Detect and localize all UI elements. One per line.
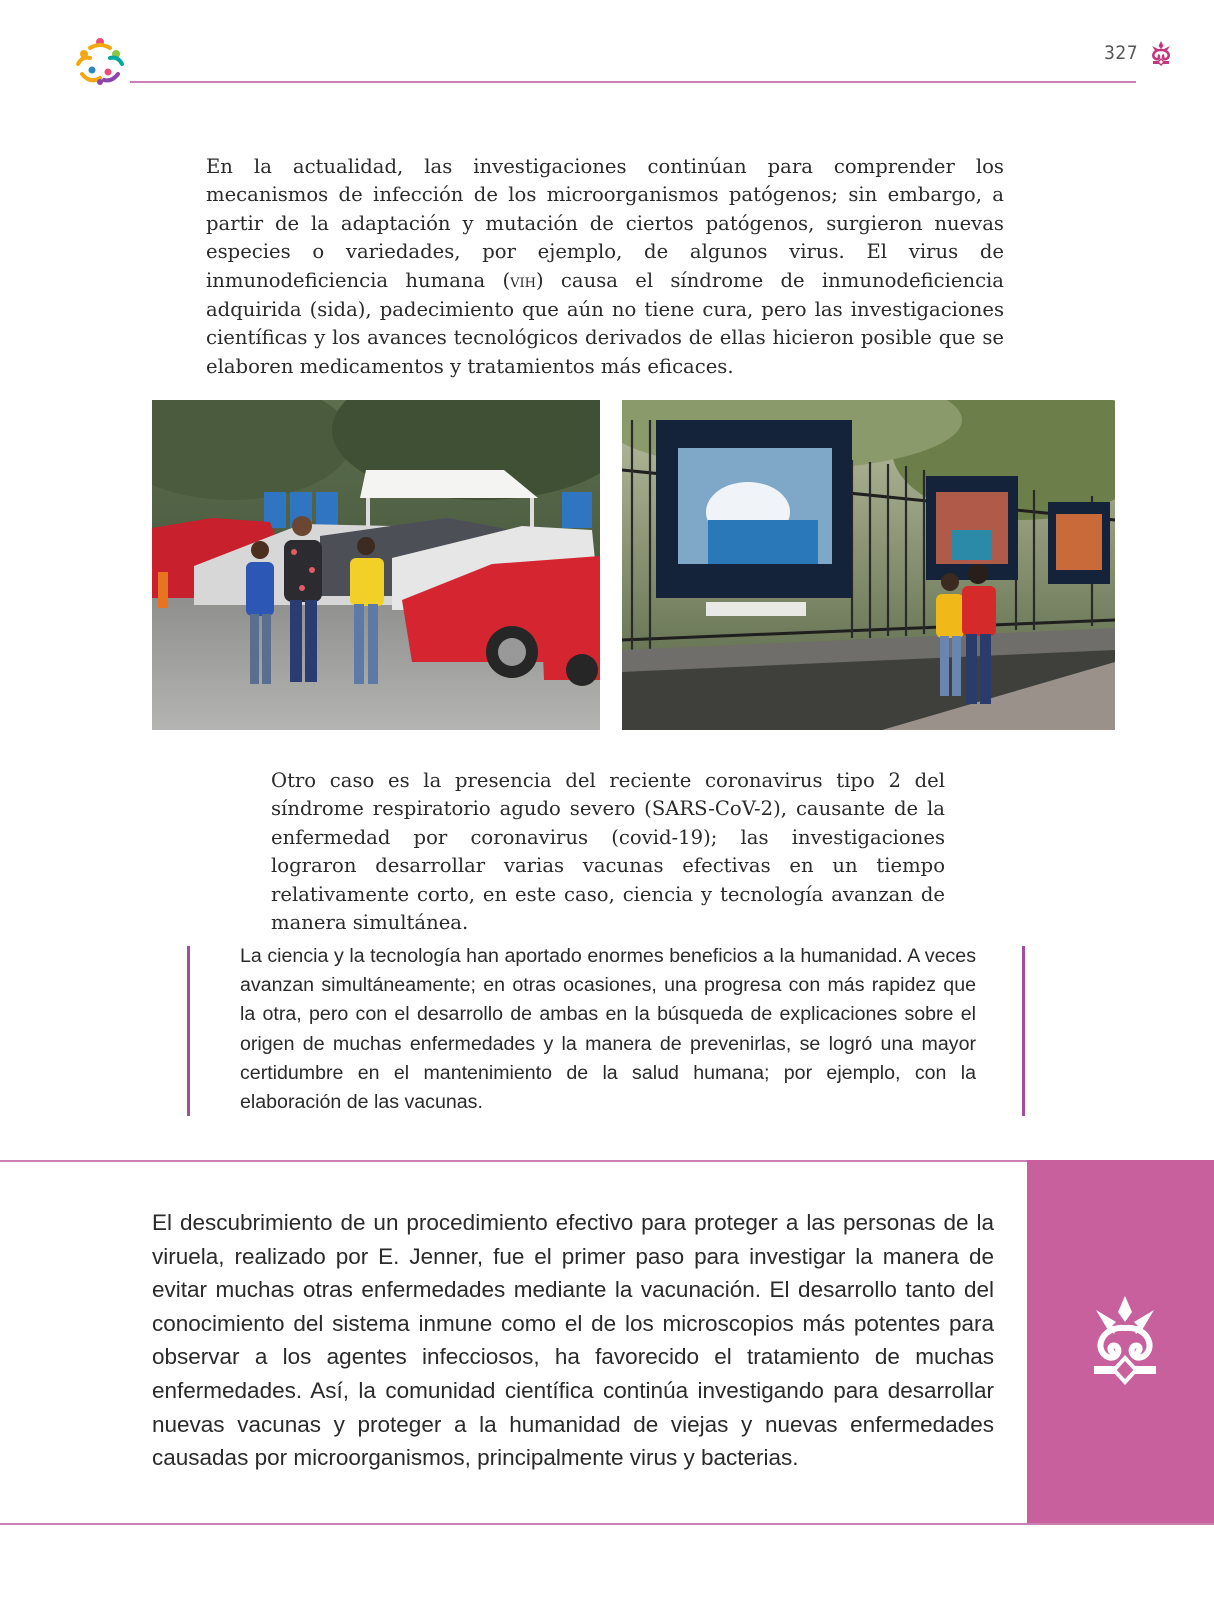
header-rule: [130, 81, 1136, 83]
magenta-floral-ornament-icon: [1149, 40, 1173, 68]
covid-paragraph: Otro caso es la presencia del reciente coronavirus tipo 2 del síndrome respiratorio agudo severo (SARS-CoV-2), causante de la enfermedad por coronavirus (covid-19); las investigaciones lograron desarrollar varias vacunas efectivas en un tiempo relativamente corto, en este caso, ciencia y tecnología avanzan de manera simultánea.: [271, 769, 945, 935]
quote-text: La ciencia y la tecnología han aportado enormes beneficios a la humanidad. A veces avanzan simultáneamente; en otras ocasiones, una progresa con más rapidez que la otra, pero con el desarrollo de ambas en la búsqueda de explicaciones sobre el origen de muchas enfermedades y la manera de prevenirlas, se logró una mayor certidumbre en el mantenimiento de la salud humana; por ejemplo, con la elaboración de las vacunas.: [240, 945, 976, 1114]
box-bottom-rule: [0, 1523, 1214, 1525]
intro-paragraph: En la actualidad, las investigaciones continúan para comprender los mecanismos de infección de los microorganismos patógenos; sin embargo, a partir de la adaptación y mutación de ciertos patógenos, surgieron nuevas especies o variedades, por ejemplo, de algunos virus. El virus de inmunodeficiencia humana (vih) causa el síndrome de inmunodeficiencia adquirida (sida), padecimiento que aún no tiene cura, pero las investigaciones científicas y los avances tecnológicos derivados de ellas hicieron posible que se elaboren medicamentos y tratamientos más eficaces.: [206, 155, 1004, 378]
page-number: 327: [1104, 42, 1139, 64]
photo-family-parking-lot: [152, 400, 600, 730]
quote-bar-left: [187, 946, 190, 1116]
white-floral-ornament-icon: [1090, 1296, 1160, 1388]
quote-bar-right: [1022, 946, 1025, 1116]
photo-fence-exhibit: [622, 400, 1115, 730]
box-text: El descubrimiento de un procedimiento efectivo para proteger a las personas de la viruela, realizado por E. Jenner, fue el primer paso para investigar la manera de evitar muchas otras enfermedades mediante la vacunación. El desarrollo tanto del conocimiento del sistema inmune como el de los microscopios más potentes para observar a los agentes infecciosos, ha favorecido el tratamiento de muchas enfermedades. Así, la comunidad científica continúa investigando para desarrollar nuevas vacunas y proteger a la humanidad de viejas y nuevas enfermedades causadas por microorganismos, principalmente virus y bacterias.: [152, 1210, 994, 1471]
colorful-people-circle-logo-icon: [72, 34, 128, 86]
